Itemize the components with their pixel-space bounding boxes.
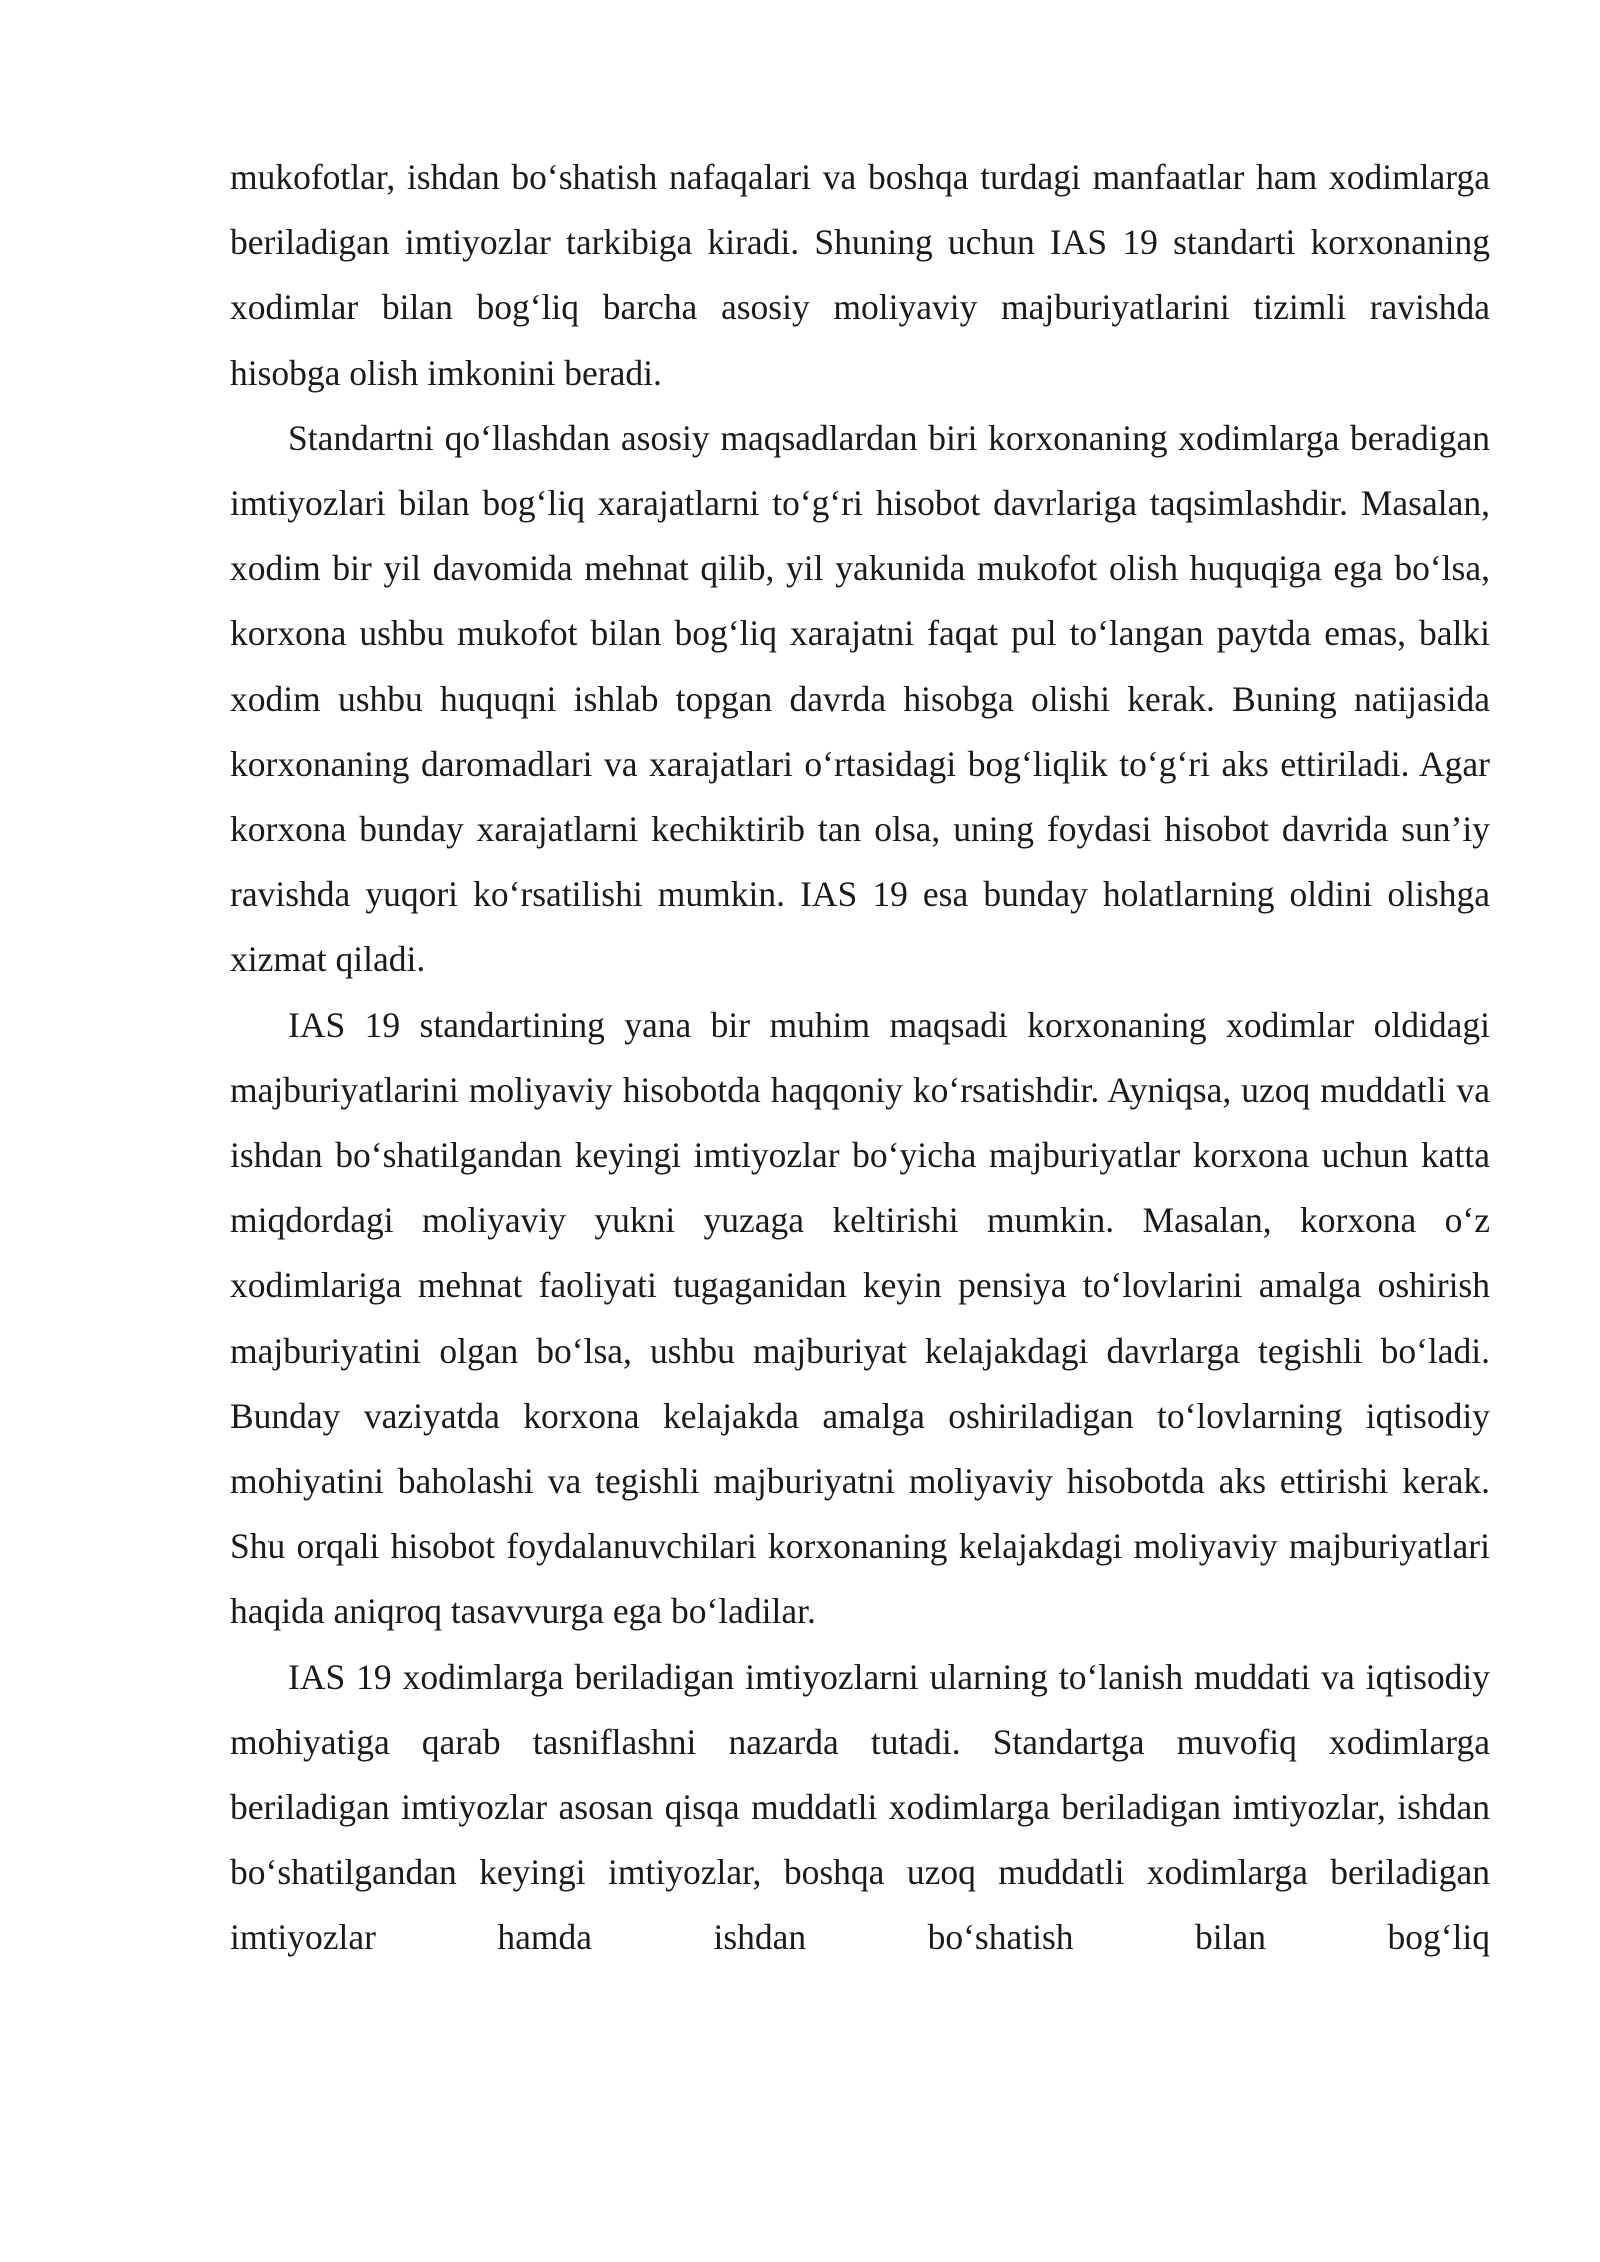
paragraph-4: IAS 19 xodimlarga beriladigan imtiyozlarni ularning to‘lanish muddati va iqtisodiy mohiyatiga qarab tasniflashni nazarda tutadi. Standartga muvofiq xodimlarga beriladigan imtiyozlar asosan qisqa muddatli xodimlarga beriladigan imtiyozlar, ishdan bo‘shatilgandan keyingi imtiyozlar, boshqa uzoq muddatli xodimlarga beriladigan imtiyozlar hamda ishdan bo‘shatish bilan bog‘liq [230, 1656, 1490, 1958]
paragraph-1: mukofotlar, ishdan bo‘shatish nafaqalari va boshqa turdagi manfaatlar ham xodimlarga beriladigan imtiyozlar tarkibiga kiradi. Shuning uchun IAS 19 standarti korxonaning xodimlar bilan bog‘liq barcha asosiy moliyaviy majburiyatlarini tizimli ravishda hisobga olish imkonini beradi. [230, 157, 1490, 393]
paragraph-2: Standartni qo‘llashdan asosiy maqsadlardan biri korxonaning xodimlarga beradigan imtiyozlari bilan bog‘liq xarajatlarni to‘g‘ri hisobot davrlariga taqsimlashdir. Masalan, xodim bir yil davomida mehnat qilib, yil yakunida mukofot olish huquqiga ega bo‘lsa, korxona ushbu mukofot bilan bog‘liq xarajatni faqat pul to‘langan paytda emas, balki xodim ushbu huquqni ishlab topgan davrda hisobga olishi kerak. Buning natijasida korxonaning daromadlari va xarajatlari o‘rtasidagi bog‘liqlik to‘g‘ri aks ettiriladi. Agar korxona bunday xarajatlarni kechiktirib tan olsa, uning foydasi hisobot davrida sun’iy ravishda yuqori ko‘rsatilishi mumkin. IAS 19 esa bunday holatlarning oldini olishga xizmat qiladi. [230, 417, 1490, 980]
document-body [230, 145, 1490, 1971]
paragraph-3: IAS 19 standartining yana bir muhim maqsadi korxonaning xodimlar oldidagi majburiyatlarini moliyaviy hisobotda haqqoniy ko‘rsatishdir. Ayniqsa, uzoq muddatli va ishdan bo‘shatilgandan keyingi imtiyozlar bo‘yicha majburiyatlar korxona uchun katta miqdordagi moliyaviy yukni yuzaga keltirishi mumkin. Masalan, korxona o‘z xodimlariga mehnat faoliyati tugaganidan keyin pensiya to‘lovlarini amalga oshirish majburiyatini olgan bo‘lsa, ushbu majburiyat kelajakdagi davrlarga tegishli bo‘ladi. Bunday vaziyatda korxona kelajakda amalga oshiriladigan to‘lovlarning iqtisodiy mohiyatini baholashi va tegishli majburiyatni moliyaviy hisobotda aks ettirishi kerak. Shu orqali hisobot foydalanuvchilari korxonaning kelajakdagi moliyaviy majburiyatlari haqida aniqroq tasavvurga ega bo‘ladilar. [230, 1004, 1490, 1632]
